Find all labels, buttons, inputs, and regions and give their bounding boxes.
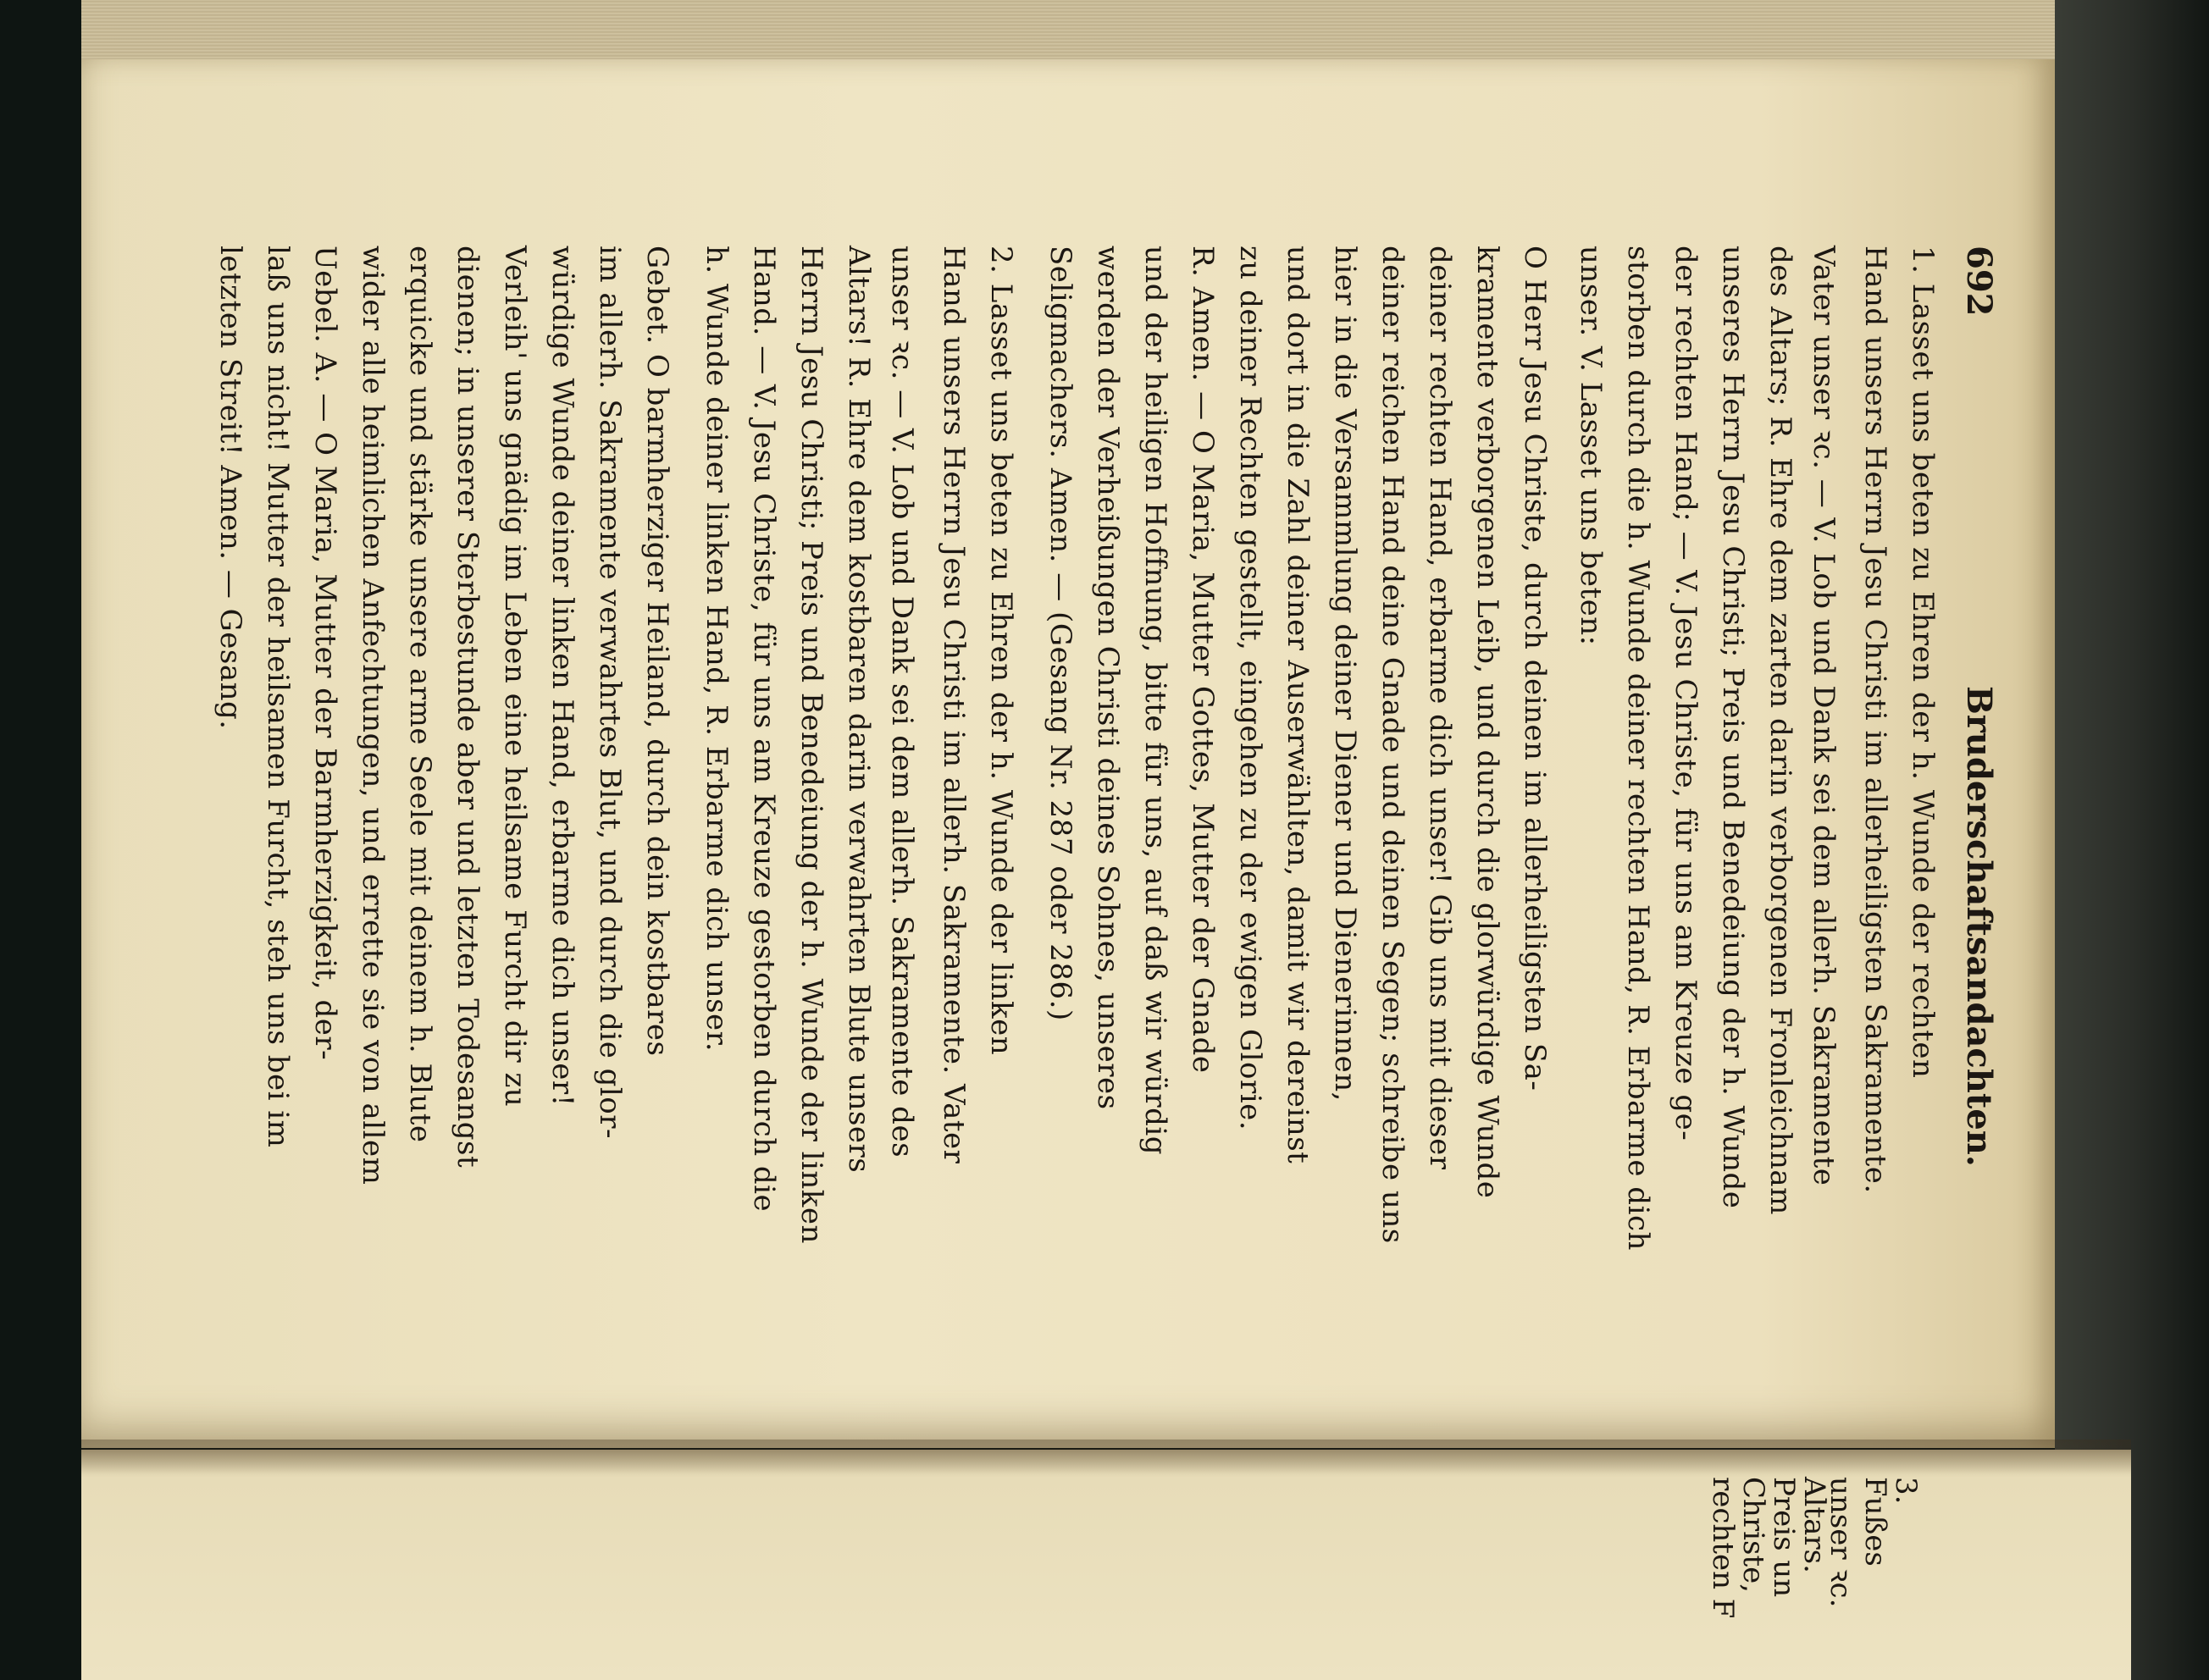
text-line: wider alle heimlichen Anfechtungen, und errette sie von allem xyxy=(356,246,390,1185)
next-page-line: Fußes xyxy=(1858,1477,1892,1567)
next-page-line: Christe, xyxy=(1736,1477,1770,1594)
text-line: Uebel. A. — O Maria, Mutter der Barmherzigkeit, der- xyxy=(308,246,342,1061)
text-line: des Altars; R. Ehre dem zarten darin verborgenen Fronleichnam xyxy=(1763,246,1797,1215)
text-line: unser ꝛc. — V. Lob und Dank sei dem allerh. Sakramente des xyxy=(885,246,919,1158)
text-line: unseres Herrn Jesu Christi; Preis und Benedeiung der h. Wunde xyxy=(1716,246,1750,1209)
next-page-line: unser ꝛc. xyxy=(1824,1477,1857,1608)
text-line: unser. V. Lasset uns beten: xyxy=(1574,246,1608,646)
next-page-line: rechten F xyxy=(1706,1477,1740,1619)
text-line: und der heiligen Hoffnung, bitte für uns, auf daß wir würdig xyxy=(1138,246,1172,1156)
text-line: Altars! R. Ehre dem kostbaren darin verwahrten Blute unsers xyxy=(842,246,876,1174)
book-cover-edge xyxy=(2055,0,2209,1680)
text-line: im allerh. Sakramente verwahrtes Blut, und durch die glor- xyxy=(593,246,627,1139)
text-line: erquicke und stärke unsere arme Seele mit deinem h. Blute xyxy=(403,246,437,1143)
text-line: storben durch die h. Wunde deiner rechten Hand, R. Erbarme dich xyxy=(1621,246,1655,1251)
text-line: letzten Streit! Amen. — Gesang. xyxy=(213,246,247,730)
next-page-line: Altars. xyxy=(1797,1477,1831,1573)
text-line: O Herr Jesu Christe, durch deinen im allerheiligsten Sa- xyxy=(1518,246,1552,1091)
text-line: kramente verborgenen Leib, und durch die glorwürdige Wunde xyxy=(1470,246,1504,1199)
text-line: und dort in die Zahl deiner Auserwählten, damit wir dereinst xyxy=(1281,246,1315,1164)
text-line: R. Amen. — O Maria, Mutter Gottes, Mutter der Gnade xyxy=(1186,246,1220,1074)
running-head: Bruderschaftsandachten. xyxy=(1959,686,1999,1167)
text-line: deiner rechten Hand, erbarme dich unser! Gib uns mit dieser xyxy=(1423,246,1457,1170)
text-line: würdige Wunde deiner linken Hand, erbarme dich unser! xyxy=(545,246,579,1107)
text-line: werden der Verheißungen Christi deines Sohnes, unseres xyxy=(1091,246,1125,1110)
text-line: Hand unsers Herrn Jesu Christi im allerheiligsten Sakramente. xyxy=(1858,246,1892,1194)
text-line: Hand unsers Herrn Jesu Christi im allerh. Sakramente. Vater xyxy=(937,246,971,1164)
next-page-text xyxy=(144,1477,1923,1680)
text-line: Herrn Jesu Christi; Preis und Benedeiung der h. Wunde der linken xyxy=(794,246,828,1244)
page-text-block xyxy=(213,246,1999,1600)
text-line: hier in die Versammlung deiner Diener und Dienerinnen, xyxy=(1328,246,1362,1102)
page-edges xyxy=(81,0,2055,66)
text-line: Hand. — V. Jesu Christe, für uns am Kreuze gestorben durch die xyxy=(747,246,781,1213)
text-line: Vater unser ꝛc. — V. Lob und Dank sei dem allerh. Sakramente xyxy=(1807,246,1841,1186)
next-page-line: Preis un xyxy=(1767,1477,1801,1598)
next-page-line: 3. xyxy=(1889,1477,1923,1505)
text-line: laß uns nicht! Mutter der heilsamen Furcht, steh uns bei im xyxy=(261,246,295,1148)
text-line: deiner reichen Hand deine Gnade und deinen Segen; schreibe uns xyxy=(1376,246,1409,1244)
page-number: 692 xyxy=(1959,246,1999,317)
text-line: Gebet. O barmherziger Heiland, durch dein kostbares xyxy=(640,246,674,1057)
text-line: h. Wunde deiner linken Hand, R. Erbarme dich unser. xyxy=(700,246,734,1052)
text-line: Seligmachers. Amen. — (Gesang Nr. 287 oder 286.) xyxy=(1044,246,1077,1021)
text-line: 2. Lasset uns beten zu Ehren der h. Wunde der linken xyxy=(984,246,1018,1056)
text-line: Verleih' uns gnädig im Leben eine heilsame Furcht dir zu xyxy=(498,246,532,1108)
text-line: zu deiner Rechten gestellt, eingehen zu der ewigen Glorie. xyxy=(1233,246,1267,1131)
text-line: dienen; in unserer Sterbestunde aber und letzten Todesangst xyxy=(451,246,484,1169)
text-line: der rechten Hand; — V. Jesu Christe, für uns am Kreuze ge- xyxy=(1669,246,1702,1141)
text-line: 1. Lasset uns beten zu Ehren der h. Wunde der rechten xyxy=(1906,246,1940,1079)
